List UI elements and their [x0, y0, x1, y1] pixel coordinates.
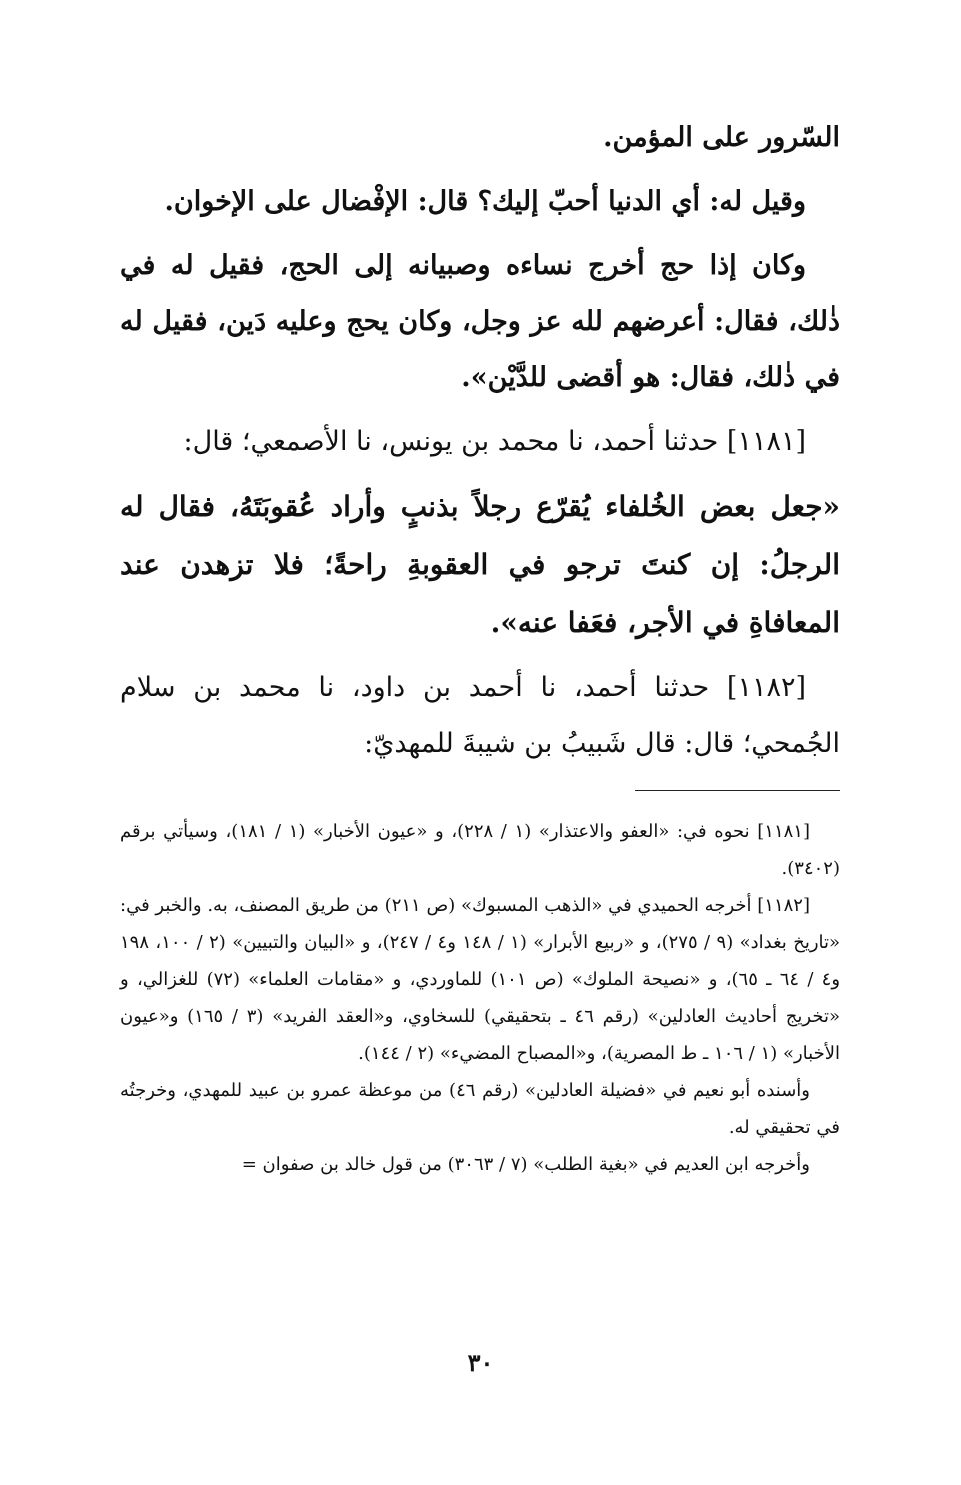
- footnote-1181: [١١٨١] نحوه في: «العفو والاعتذار» (١ / ٢٢٨)، و «عيون الأخبار» (١ / ١٨١)، وسيأتي برقم (٣٤٠٢).: [120, 821, 840, 879]
- main-paragraph-1: السّرور على المؤمن.: [603, 122, 840, 153]
- footnote-1182: [١١٨٢] أخرجه الحميدي في «الذهب المسبوك» (ص ٢١١) من طريق المصنف، به. والخبر في: «تاريخ بغداد» (٩ / ٢٧٥)، و «ربيع الأبرار» (١ / ١٤٨ و٤ / ٢٤٧)، و «البيان والتبيين» (٢ / ١٠٠، ١٩٨ و٤ / ٦٤ ـ ٦٥)، و «نصيحة الملوك» (ص ١٠١) للماوردي، و «مقامات العلماء» (٧٢) للغزالي، و «تخريج أحاديث العادلين» (رقم ٤٦ ـ بتحقيقي) للسخاوي، و«العقد الفريد» (٣ / ١٦٥) و«عيون الأخبار» (١ / ١٠٦ ـ ط المصرية)، و«المصباح المضيء» (٢ / ١٤٤).: [120, 895, 841, 1064]
- main-paragraph-2: وقيل له: أي الدنيا أحبّ إليك؟ قال: الإفْضال على الإخوان.: [164, 186, 806, 217]
- footnote-1182-note-3: وأخرجه ابن العديم في «بغية الطلب» (٧ / ٣٠٦٣) من قول خالد بن صفوان =: [241, 1154, 810, 1175]
- quote-1181: «جعل بعض الخُلفاء يُقرّع رجلاً بذنبٍ وأراد عُقوبَتَهُ، فقال له الرجلُ: إن كنتَ ترجو في العقوبةِ راحةً؛ فلا تزهدن عند المعافاةِ في الأجر، فعَفا عنه».: [120, 490, 840, 639]
- page-body: [120, 110, 840, 1400]
- footnote-1182-note-2: وأسنده أبو نعيم في «فضيلة العادلين» (رقم ٤٦) من موعظة عمرو بن عبيد للمهدي، وخرجتُه في تحقيقي له.: [120, 1080, 840, 1138]
- narration-1181: [١١٨١] حدثنا أحمد، نا محمد بن يونس، نا الأصمعي؛ قال:: [183, 426, 806, 457]
- footnote-divider: [635, 790, 840, 791]
- main-paragraph-3: وكان إذا حج أخرج نساءه وصبيانه إلى الحج، فقيل له في ذٰلك، فقال: أعرضهم لله عز وجل، وكان يحج وعليه دَين، فقيل له في ذٰلك، فقال: هو أقضى للدَّيْن».: [120, 250, 840, 393]
- narration-1182: [١١٨٢] حدثنا أحمد، نا أحمد بن داود، نا محمد بن سلام الجُمحي؛ قال: قال شَبيبُ بن شيبةَ للمهديّ:: [120, 672, 840, 759]
- page-number: ٣٠: [467, 1348, 494, 1377]
